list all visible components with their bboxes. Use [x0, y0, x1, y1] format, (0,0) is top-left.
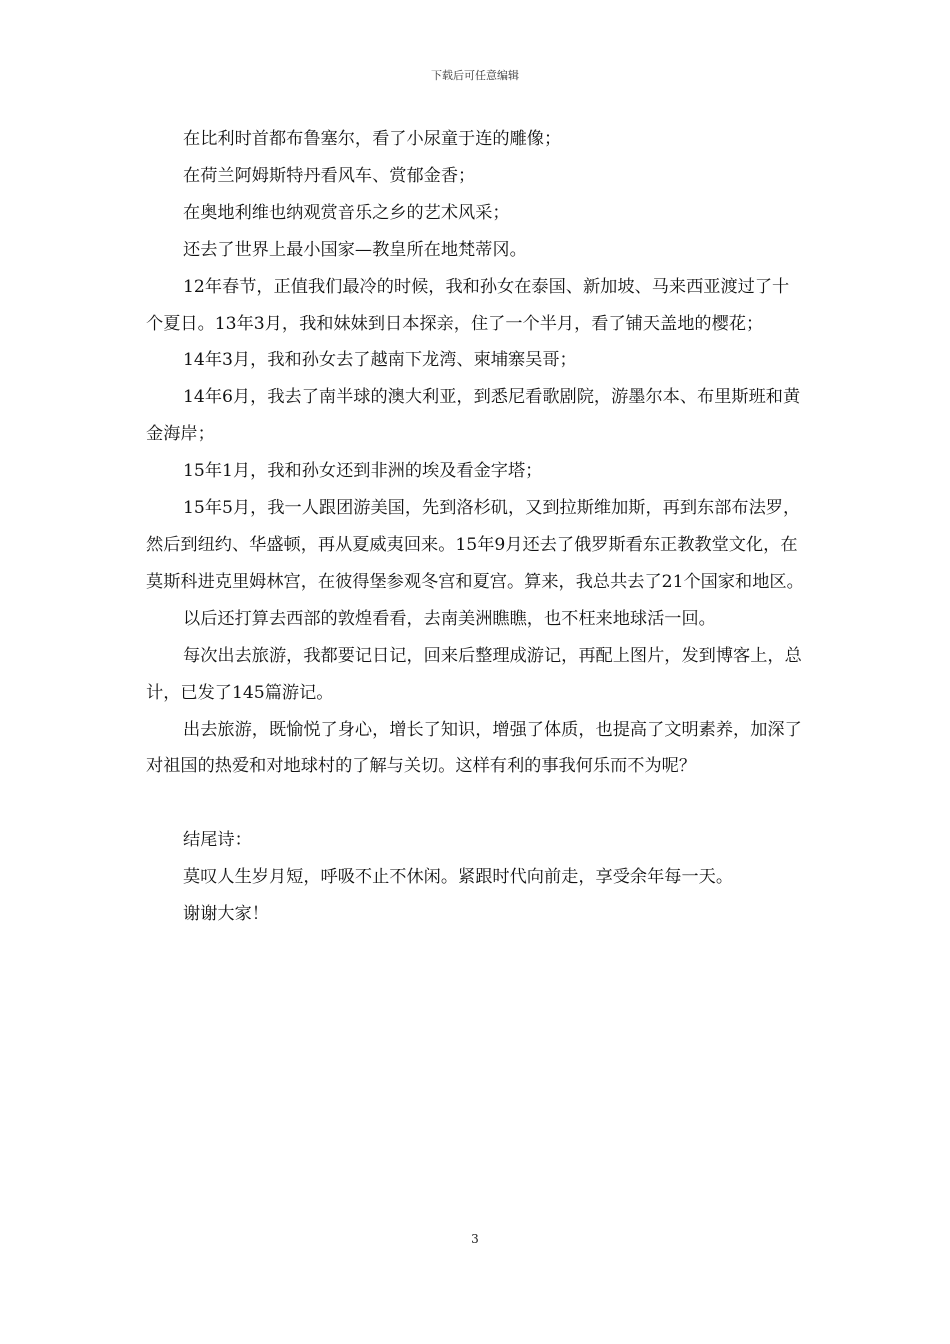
paragraph: 还去了世界上最小国家—教皇所在地梵蒂冈。 [183, 239, 527, 260]
page-header: 下载后可任意编辑 [431, 69, 519, 82]
paragraph: 14年3月，我和孙女去了越南下龙湾、柬埔寨吴哥； [183, 350, 577, 371]
paragraph: 15年5月，我一人跟团游美国，先到洛杉矶，又到拉斯维加斯，再到东部布法罗，然后到纽约、华盛顿，再从夏威夷回来。15年9月还去了俄罗斯看东正教教堂文化，在莫斯科进克里姆林宫，在彼得堡参观冬宫和夏宫。算来，我总共去了21个国家和地区。 [146, 498, 804, 592]
blank-line [146, 785, 806, 822]
thanks-line: 谢谢大家！ [183, 904, 269, 925]
ending-label: 结尾诗： [183, 830, 252, 851]
paragraph: 在奥地利维也纳观赏音乐之乡的艺术风采； [183, 202, 510, 223]
paragraph: 在荷兰阿姆斯特丹看风车、赏郁金香； [183, 165, 476, 186]
paragraph: 在比利时首都布鲁塞尔，看了小尿童于连的雕像； [183, 129, 562, 149]
page-number: 3 [471, 1232, 479, 1246]
ending-poem: 莫叹人生岁月短，呼吸不止不休闲。紧跟时代向前走，享受余年每一天。 [183, 867, 734, 888]
paragraph: 14年6月，我去了南半球的澳大利亚，到悉尼看歌剧院，游墨尔本、布里斯班和黄金海岸； [146, 387, 801, 445]
paragraph: 以后还打算去西部的敦煌看看，去南美洲瞧瞧，也不枉来地球活一回。 [183, 608, 716, 629]
document-body [146, 121, 806, 933]
paragraph: 15年1月，我和孙女还到非洲的埃及看金字塔； [183, 461, 543, 482]
paragraph: 出去旅游，既愉悦了身心，增长了知识，增强了体质，也提高了文明素养，加深了对祖国的热爱和对地球村的了解与关切。这样有利的事我何乐而不为呢？ [146, 719, 802, 777]
paragraph: 每次出去旅游，我都要记日记，回来后整理成游记，再配上图片，发到博客上，总计，已发了145篇游记。 [146, 645, 802, 703]
paragraph: 12年春节，正值我们最冷的时候，我和孙女在泰国、新加坡、马来西亚渡过了十个夏日。13年3月，我和妹妹到日本探亲，住了一个半月，看了铺天盖地的樱花； [146, 276, 790, 334]
